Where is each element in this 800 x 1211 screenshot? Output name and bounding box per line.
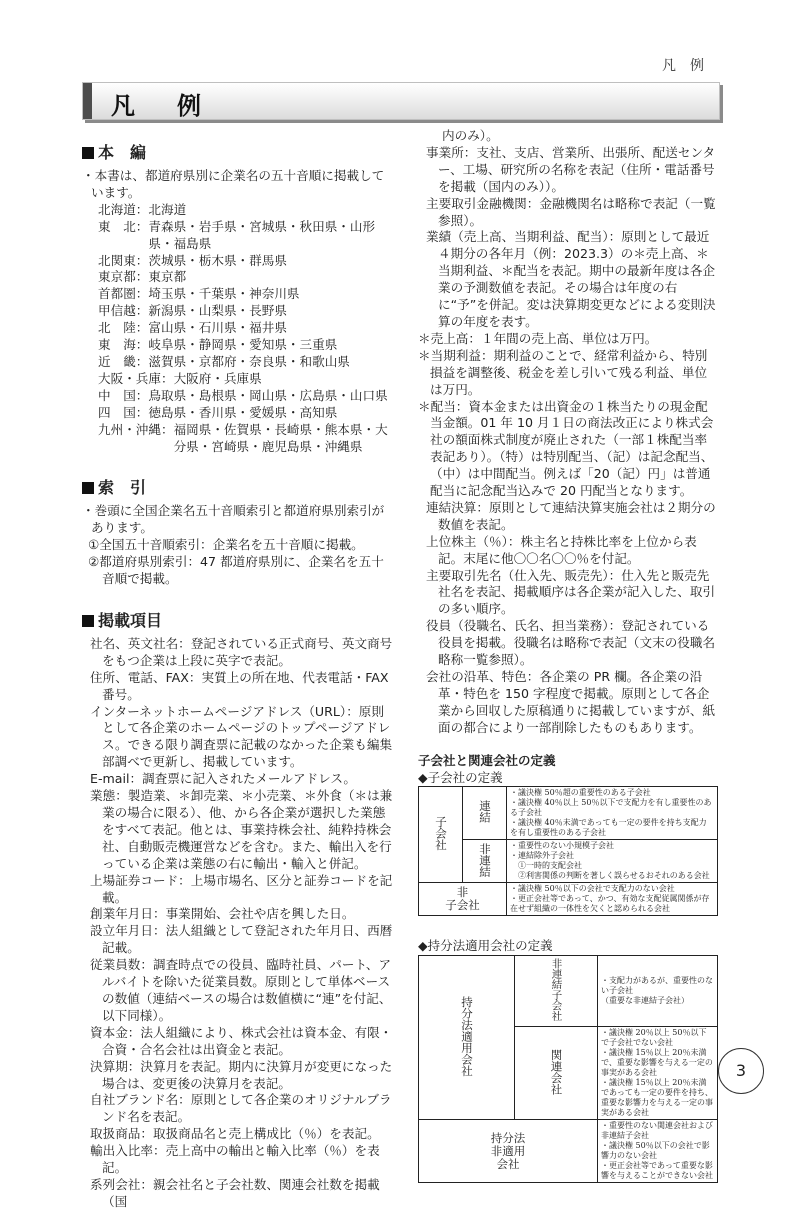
group-label: 子会社 [419,787,463,883]
starred-item: ＊配当：資本金または出資金の１株当たりの現金配当金額。01 年 10 月１日の商法改正により株式会社の額面株式制度が廃止された（一部１株配当率表記あり）。（特）は特別配当、（記）は記念配当、（中）は中間配当。例えば「20（記）円」は普通配当に記念配当込みで 20 円配当となります。 [418,398,714,499]
left-column [82,142,394,1211]
title-bar [82,82,720,120]
row-content: ・議決権 50％超の重要性のある子会社 ・議決権 40％以上 50％以下で支配力を有し重要性のある子会社 ・議決権 40％未満であっても一定の要件を持ち支配力を有し重要性のある子会社 [507,787,718,840]
region-key: 甲信越： [98,303,149,319]
list-item: 事業所：支社、支店、営業所、出張所、配送センター、工場、研究所の名称を表記（住所・電話番号を掲載（国内のみ））。 [426,144,716,194]
row-content: ・議決権 50％以下の会社で支配力のない会社 ・更正会社等であって、かつ、有効な支配従属関係が存在せず組織の一体性を欠くと認められる会社 [507,883,718,916]
region-row [98,253,394,270]
region-key: 北関東： [98,252,149,268]
list-item: 従業員数：調査時点での役員、臨時社員、パート、アルバイトを除いた従業員数。原則として単体ベースの数値（連結ベースの場合は数値横に“連”を付記、以下同様）。 [90,957,392,1023]
list-item: 系列会社：親会社名と子会社数、関連会社数を掲載（国 [90,1176,380,1209]
list-item: 設立年月日：法人組織として登記された年月日、西暦記載。 [90,923,393,956]
region-value: 徳島県・香川県・愛媛県・高知県 [148,404,338,420]
index-item: ①全国五十音順索引：企業名を五十音順に掲載。 [88,537,364,553]
main-intro: ・本書は、都道府県別に企業名の五十音順に掲載しています。 [82,168,385,200]
starred-item: ＊当期利益：期利益のことで、経常利益から、特別損益を調整後、税金を差し引いて残る利益、単位は万円。 [418,347,708,397]
region-key: 中 国： [98,387,149,403]
list-item: 住所、電話、FAX：実質上の所在地、代表電話・FAX 番号。 [90,669,389,702]
list-item: 業績（売上高、当期利益、配当）：原則として最近４期分の各年月（例：2023.3）の＊売上高、＊当期利益、＊配当を表記。期中の最新年度は各企業の予測数値を表記。その場合は年度の右に“予”を併記。変は決算期変更などによる変則決算の年度を表す。 [426,229,716,329]
region-key: 東 海： [98,337,149,353]
region-value: 富山県・石川県・福井県 [148,320,287,336]
subsidiary-table [418,786,718,916]
region-row [98,371,394,388]
region-row [98,269,394,286]
list-item: 輸出入比率：売上高中の輸出と輸入比率（％）を表記。 [90,1143,380,1176]
starred-item: ＊売上高：１年間の売上高、単位は万円。 [418,330,658,346]
index-intro: ・巻頭に全国企業名五十音順索引と都道府県別索引があります。 [82,503,385,536]
region-value: 滋賀県・京都府・奈良県・和歌山県 [148,353,350,369]
list-item: 社名、英文社名：登記されている正式商号、英文商号をもつ企業は上段に英字で表記。 [90,635,393,668]
square-icon [82,615,94,627]
region-row [98,354,394,371]
list-item: インターネットホームページアドレス（URL）：原則として各企業のホームページのトップページアドレス。できる限り調査票に記載のなかった企業も編集部調べで更新し、掲載しています。 [90,703,393,770]
row-label: 非連結子会社 [515,956,598,1027]
region-row [98,202,394,219]
row-content: ・重要性のない小規模子会社 ・連結除外子会社 ①一時的支配会社 ②利害関係の判断を著しく誤らせるおそれのある会社 [507,840,718,883]
region-key: 北海道： [98,201,149,217]
list-item: 業態：製造業、＊卸売業、＊小売業、＊外食（＊は兼業の場合に限る）、他、から各企業が選択した業態をすべて表記。他とは、事業持株会社、純粋持株会社、自動販売機運営などを含む。また、輸出入を行っている企業は業態の右に輸出・輸入と併記。 [90,788,393,871]
right-column [418,128,718,1183]
region-value: 岐阜県・静岡県・愛知県・三重県 [148,337,338,353]
index-item: ②都道府県別索引：47 都道府県別に、企業名を五十音順で掲載。 [88,554,384,587]
region-list [82,202,394,456]
items-list [82,636,394,1211]
region-row [98,405,394,422]
list-item: 主要取引先名（仕入先、販売先）：仕入先と販売先社名を表記、掲載順序は各企業が記入した、取引の多い順序。 [426,567,716,617]
list-item: 決算期：決算月を表記。期内に決算月が変更になった場合は、変更後の決算月を表記。 [90,1058,393,1091]
region-key: 四 国： [98,404,149,420]
region-value: 青森県・岩手県・宮城県・秋田県・山形県・福島県 [148,218,376,251]
region-key: 大阪・兵庫： [98,370,174,386]
list-item: E-mail：調査票に記入されたメールアドレス。 [90,771,356,787]
subsidiary-heading: ◆子会社の定義 [418,769,503,785]
region-value: 福岡県・佐賀県・長崎県・熊本県・大分県・宮崎県・鹿児島県・沖縄県 [173,421,388,454]
region-value: 北海道 [148,201,187,217]
definition-heading: 子会社と関連会社の定義 [418,752,556,768]
region-value: 埼玉県・千葉県・神奈川県 [148,286,300,302]
section-heading-index: 索 引 [82,477,394,499]
region-key: 九州・沖縄： [98,421,174,437]
equity-table [418,955,718,1183]
list-item: 上位株主（％）：株主名と持株比率を上位から表記。末尾に他〇〇名〇〇％を付記。 [426,533,697,566]
region-key: 近 畿： [98,353,149,369]
list-item: 主要取引金融機関：金融機関名は略称で表記（一覧参照）。 [426,195,716,228]
row-content: ・重要性のない関連会社および非連結子会社 ・議決権 50％以下の会社で影響力のない会社 ・更正会社等であって重要な影響を与えることができない会社 [598,1120,718,1183]
region-row [98,286,394,303]
row-label: 持分法 非適用 会社 [419,1120,598,1183]
list-item: 上場証券コード：上場市場名、区分と証券コードを記載。 [90,872,393,905]
region-row [98,337,394,354]
region-value: 東京都 [148,269,187,285]
running-header: 凡例 [662,58,718,74]
list-item: 役員（役職名、氏名、担当業務）：登記されている役員を掲載。役職名は略称で表記（文末の役職名略称一覧参照）。 [426,618,716,668]
group-label: 持分法適用会社 [419,956,515,1120]
region-row [98,388,394,405]
region-key: 東 北： [98,218,149,234]
row-content: ・議決権 20％以上 50％以下で子会社でない会社 ・議決権 15％以上 20％未満で、重要な影響を与える一定の事実がある会社 ・議決権 15％以上 20％未満であっても一定の要件を持ち、重要な影響力を与える一定の事実がある会社 [598,1027,718,1120]
list-item: 会社の沿革、特色：各企業の PR 欄。各企業の沿革・特色を 150 字程度で掲載。原則として各企業から回収した原稿通りに掲載していますが、紙面の都合により一部削除したものもあります。 [426,669,716,735]
list-item: 連結決算：原則として連結決算実施会社は２期分の数値を表記。 [426,499,716,532]
row-label: 非 子会社 [419,883,507,916]
title-accent [83,83,92,119]
row-label: 関連会社 [515,1027,598,1120]
list-item: 取扱商品：取扱商品名と売上構成比（％）を表記。 [90,1126,380,1142]
list-item: 自社ブランド名：原則として各企業のオリジナルブランド名を表記。 [90,1092,392,1125]
continued-text: 内のみ）。 [442,128,499,143]
region-row [98,303,394,320]
region-row [98,422,394,456]
square-icon [82,482,94,494]
region-value: 茨城県・栃木県・群馬県 [148,252,287,268]
region-key: 北 陸： [98,320,149,336]
region-key: 首都圏： [98,286,149,302]
list-item: 創業年月日：事業開始、会社や店を興した日。 [90,906,355,922]
list-item: 資本金：法人組織により、株式会社は資本金、有限・合資・合名会社は出資金と表記。 [90,1024,393,1057]
region-value: 鳥取県・島根県・岡山県・広島県・山口県 [148,387,388,403]
region-key: 東京都： [98,269,149,285]
region-value: 新潟県・山梨県・長野県 [148,303,287,319]
region-value: 大阪府・兵庫県 [173,370,262,386]
square-icon [82,147,94,159]
region-row [98,320,394,337]
page-number: 3 [718,1048,764,1094]
row-content: ・支配力があるが、重要性のない子会社 （重要な非連結子会社） [598,956,718,1027]
section-heading-main: 本 編 [82,142,394,164]
page-title: 凡例 [111,92,243,120]
row-label: 連結 [463,787,507,840]
section-heading-items: 掲載項目 [82,610,394,632]
row-label: 非連結 [463,840,507,883]
region-row [98,219,394,253]
equity-heading: ◆持分法適用会社の定義 [418,938,553,954]
